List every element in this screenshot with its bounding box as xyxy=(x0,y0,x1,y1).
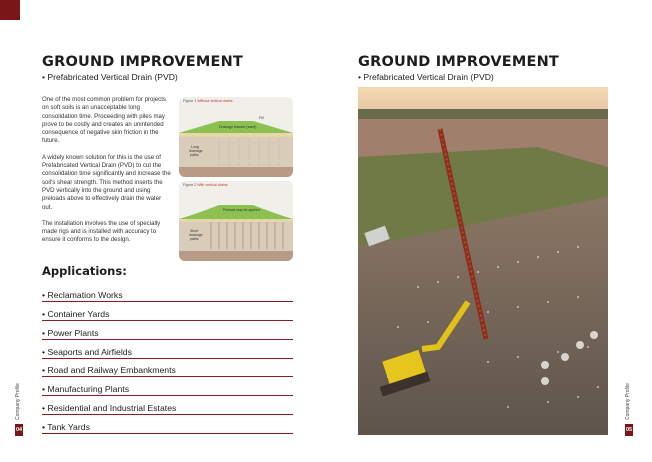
preload-label: Preload may be applied xyxy=(223,208,260,212)
list-item: • Power Plants xyxy=(42,321,293,340)
page-subtitle: • Prefabricated Vertical Drain (PVD) xyxy=(42,72,178,82)
figure-2-diagram xyxy=(179,181,293,261)
path-label-2b: drainage xyxy=(189,233,203,237)
sky xyxy=(358,87,608,111)
list-item: • Tank Yards xyxy=(42,415,293,434)
pvd-rig-photo xyxy=(358,87,608,435)
sand-blanket xyxy=(179,219,293,222)
page-title-right: GROUND IMPROVEMENT xyxy=(358,54,560,70)
page-subtitle-right: • Prefabricated Vertical Drain (PVD) xyxy=(358,72,494,82)
paragraph-1: One of the most common problem for projects on soft soils is an unacceptable long consolidation time. Proceeding with piles may prove to be costly and creates an unintended consequence of negative skin friction in the future. xyxy=(42,96,166,145)
path-label-3: paths xyxy=(190,153,199,157)
side-label-right: Company Profile xyxy=(625,383,631,420)
path-label-1: Long xyxy=(191,145,199,149)
figure-without-drains xyxy=(179,97,293,177)
path-label-3b: paths xyxy=(190,237,199,241)
path-label-2: drainage xyxy=(189,149,203,153)
base-layer xyxy=(179,167,293,177)
base-layer-2 xyxy=(179,251,293,261)
figure-with-drains xyxy=(179,181,293,261)
figure-1-caption: Figure 1 Without vertical drains xyxy=(183,99,233,103)
list-item: • Reclamation Works xyxy=(42,283,293,302)
applications-list xyxy=(42,283,293,434)
path-label-1b: Short xyxy=(190,229,199,233)
applications-title: Applications: xyxy=(42,264,127,278)
blanket-label: Drainage blanket (sand) xyxy=(219,125,257,129)
side-label-left: Company Profile xyxy=(15,383,21,420)
list-item: • Manufacturing Plants xyxy=(42,377,293,396)
paragraph-2: A widely known solution for this is the use of Prefabricated Vertical Drain (PVD) to cut the consolidation time significantly and increase the soil's shear strength. This method inserts the PVD vertically into the ground and using preloads above to effectively drain the water out. xyxy=(42,153,171,211)
paragraph-3: The installation involves the use of specially made rigs and is installed with accuracy to ensure it conforms to the design. xyxy=(42,219,161,244)
list-item: • Residential and Industrial Estates xyxy=(42,396,293,415)
list-item: • Container Yards xyxy=(42,302,293,321)
page-number-right: 05 xyxy=(625,424,633,436)
page-number-left: 04 xyxy=(15,424,23,436)
body-text xyxy=(42,96,172,253)
page-title: GROUND IMPROVEMENT xyxy=(42,54,244,70)
drainage-blanket xyxy=(179,133,293,137)
list-item: • Seaports and Airfields xyxy=(42,340,293,359)
fill-label: Fill xyxy=(259,116,264,120)
figure-1-diagram xyxy=(179,97,293,177)
list-item: • Road and Railway Embankments xyxy=(42,359,293,378)
pvd-rig-photo-illustration xyxy=(358,87,608,435)
figure-2-caption: Figure 2 With vertical drains xyxy=(183,183,228,187)
